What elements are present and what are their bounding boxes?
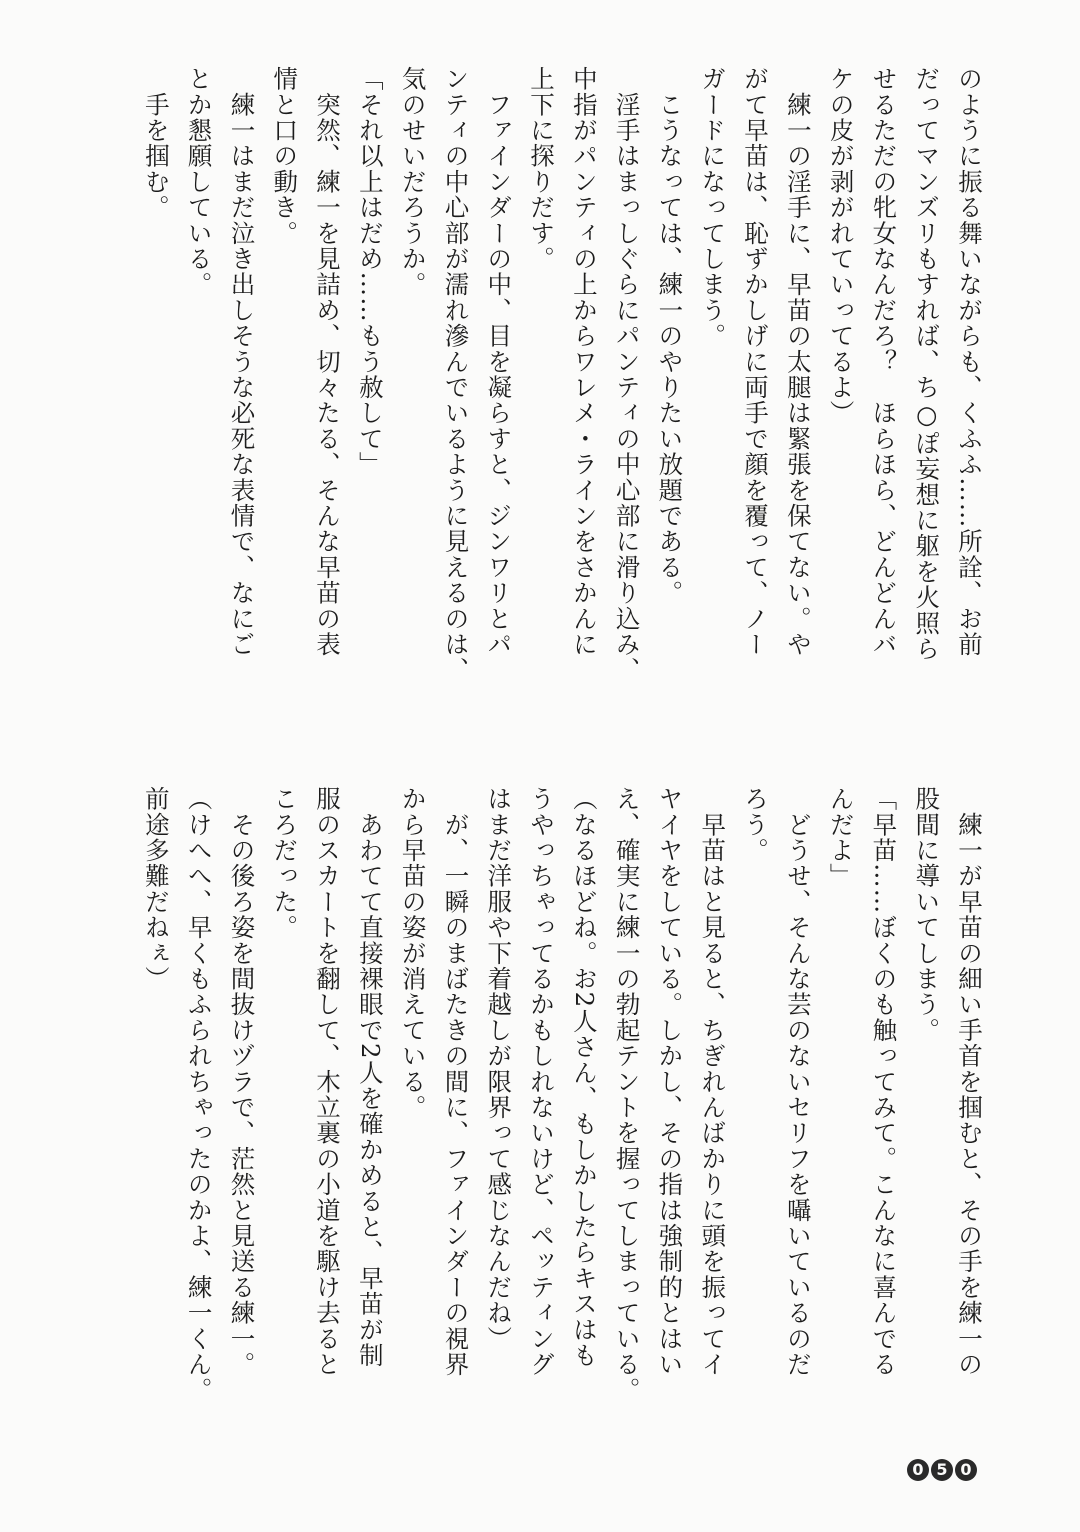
text-line: ころだった。 <box>270 786 300 941</box>
text-line: ガードになってしまう。 <box>698 66 728 349</box>
text-line: 上下に探りだす。 <box>527 66 557 272</box>
page-number-digit: 5 <box>931 1459 953 1481</box>
text-line: だってマンズリもすれば、ち○ぽ妄想に躯を火照ら <box>912 66 942 662</box>
text-line: （なるほどね。お2人さん、もしかしたらキスはも <box>569 786 599 1369</box>
text-line: 中指がパンティの上からワレメ・ラインをさかんに <box>569 66 599 658</box>
text-line: 早苗はと見ると、ちぎれんばかりに頭を振ってイ <box>698 786 728 1378</box>
text-line: どうせ、そんな芸のないセリフを囁いているのだ <box>783 786 813 1378</box>
text-line: 練一はまだ泣き出しそうな必死な表情で、なにご <box>227 66 257 658</box>
text-line: 服のスカートを翻して、木立裏の小道を駆け去ると <box>313 786 343 1378</box>
text-line: え、確実に練一の勃起テントを握ってしまっている。 <box>612 786 642 1403</box>
text-line: から早苗の姿が消えている。 <box>398 786 428 1121</box>
text-line: その後ろ姿を間抜けヅラで、茫然と見送る練一。 <box>227 786 257 1378</box>
text-line: ろう。 <box>741 786 771 864</box>
text-line: ンティの中心部が濡れ滲んでいるように見えるのは、 <box>441 66 471 683</box>
page-number-digit: 0 <box>955 1459 977 1481</box>
text-line: （けへへ、早くもふられちゃったのかよ、練一くん。 <box>184 786 214 1403</box>
text-line: 淫手はまっしぐらにパンティの中心部に滑り込み、 <box>612 66 642 683</box>
text-line: が、一瞬のまばたきの間に、ファインダーの視界 <box>441 786 471 1378</box>
text-line: とか懇願している。 <box>184 66 214 298</box>
text-block-bottom <box>130 786 990 1426</box>
text-line: ケの皮が剥がれていってるよ） <box>826 66 856 426</box>
text-line: 手を掴む。 <box>141 66 171 221</box>
text-line: ヤイヤをしている。しかし、その指は強制的とはい <box>655 786 685 1378</box>
page-number <box>907 1459 977 1481</box>
text-line: 股間に導いてしまう。 <box>912 786 942 1043</box>
text-line: のように振る舞いながらも、くふふ……所詮、お前 <box>955 66 984 658</box>
text-line: 「早苗……ぼくのも触ってみて。こんなに喜んでる <box>869 786 899 1378</box>
text-line: 練一が早苗の細い手首を掴むと、その手を練一の <box>955 786 984 1378</box>
text-line: うやっちゃってるかもしれないけど、ペッティング <box>527 786 557 1378</box>
text-line: 情と口の動き。 <box>270 66 300 246</box>
text-line: こうなっては、練一のやりたい放題である。 <box>655 66 685 606</box>
text-line: 前途多難だねぇ） <box>141 786 171 992</box>
text-line: 気のせいだろうか。 <box>398 66 428 298</box>
text-line: 練一の淫手に、早苗の太腿は緊張を保てない。や <box>783 66 813 658</box>
text-line: せるただの牝女なんだろ？ ほらほら、どんどんバ <box>869 66 899 658</box>
text-line: はまだ洋服や下着越しが限界って感じなんだね） <box>484 786 514 1352</box>
text-line: がて早苗は、恥ずかしげに両手で顔を覆って、ノー <box>741 66 771 658</box>
text-line: 突然、練一を見詰め、切々たる、そんな早苗の表 <box>313 66 343 658</box>
page-number-digit: 0 <box>907 1459 929 1481</box>
text-line: ファインダーの中、目を凝らすと、ジンワリとパ <box>484 66 514 658</box>
text-line: んだよ」 <box>826 786 856 889</box>
text-line: 「それ以上はだめ……もう赦して」 <box>355 66 385 478</box>
text-line: あわてて直接裸眼で2人を確かめると、早苗が制 <box>355 786 385 1369</box>
text-block-top <box>130 66 990 706</box>
